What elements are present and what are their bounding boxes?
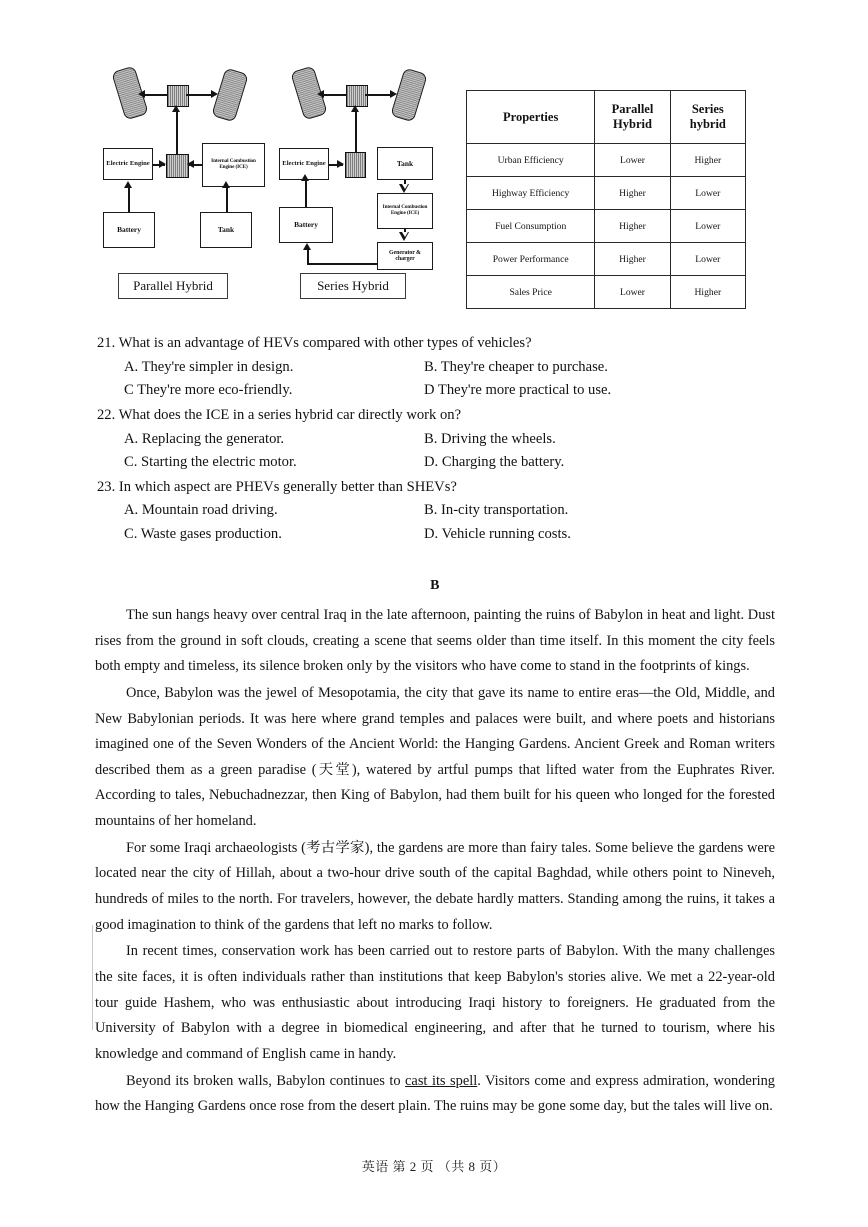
- hybrid-vehicle-figure: [0, 0, 868, 320]
- axle-line-right: [365, 94, 391, 96]
- parallel-hybrid-caption: [118, 273, 228, 299]
- coupler-to-axle-line: [176, 112, 178, 156]
- table-cell-property: Sales Price: [467, 276, 595, 309]
- scan-artifact-line: [92, 925, 93, 1030]
- question-23-options-row-2: [97, 523, 787, 547]
- parallel-tank-label: Tank: [217, 225, 235, 234]
- tank-to-ice-line: [226, 188, 228, 212]
- page-footer: [0, 1156, 868, 1175]
- parallel-electric-engine-box: [103, 148, 153, 180]
- series-tank-box: [377, 147, 433, 180]
- arrow-right-icon: [211, 90, 218, 98]
- series-generator-label: Generator & charger: [389, 249, 421, 262]
- arrow-up-icon: [301, 174, 309, 181]
- axle-line-left: [144, 94, 168, 96]
- axle-junction-box: [167, 85, 189, 107]
- table-cell-parallel: Lower: [595, 276, 670, 309]
- table-cell-series: Higher: [670, 276, 745, 309]
- passage-final-after: . Visitors come and express admiration, wondering how the Hanging Gardens once rose from the desert plain. The ruins may be gone some day, but the tales will live on.: [95, 1072, 775, 1115]
- table-cell-series: Lower: [670, 243, 745, 276]
- passage-final-before: Beyond its broken walls, Babylon continues to: [126, 1072, 406, 1089]
- passage-paragraph-1: The sun hangs heavy over central Iraq in the late afternoon, painting the ruins of Babylon in heat and light. Dust rises from the ground in soft clouds, creating a scene that seems older than time itself. In this moment the city feels both empty and timeless, its silence broken only by the visitors who have come to stand in the footprints of kings.: [95, 607, 775, 675]
- parallel-ice-label: Internal Combustion Engine (ICE): [211, 158, 256, 170]
- parallel-electric-engine-label: Electric Engine: [106, 160, 150, 168]
- table-header-parallel-hybrid: Parallel Hybrid: [595, 91, 670, 144]
- question-23-option-c[interactable]: C. Waste gases production.: [124, 526, 282, 543]
- arrow-up-icon: [303, 243, 311, 250]
- parallel-hybrid-diagram: [100, 60, 275, 310]
- arrow-down-inner-icon: [402, 184, 408, 189]
- table-header-properties: Properties: [467, 91, 595, 144]
- question-22: [97, 404, 787, 475]
- question-21: [97, 332, 787, 403]
- question-23-stem: 23. In which aspect are PHEVs generally better than SHEVs?: [97, 478, 457, 495]
- parallel-tank-box: [200, 212, 252, 248]
- arrow-up-icon: [124, 181, 132, 188]
- question-21-stem: 21. What is an advantage of HEVs compared with other types of vehicles?: [97, 335, 532, 351]
- passage-paragraph-4: In recent times, conservation work has been carried out to restore parts of Babylon. With the many challenges the site faces, it is often individuals rather than institutions that keep Babylon's stories alive. We met a 22-year-old tour guide Hashem, who was enthusiastic about introducing Iraqi history to foreigners. He graduated from the University of Babylon with a degree in biomedical engineering, and after that he turned to tourism, where his knowledge and command of English came in handy.: [95, 943, 775, 1062]
- table-row: [467, 210, 746, 243]
- generator-to-battery-line: [307, 263, 377, 265]
- passage-paragraph-2: Once, Babylon was the jewel of Mesopotamia, the city that gave its name to entire eras—the Old, Middle, and New Babylonian periods. It was here where grand temples and palaces were built, and where poets and historians imagined one of the Seven Wonders of the Ancient World: the Hanging Gardens. Ancient Greek and Roman writers described them as a green paradise (天堂), watered by artful pumps that lifted water from the Euphrates River. According to tales, Nebuchadnezzar, then King of Babylon, had them built for his queen who longed for the forested mountains of her homeland.: [95, 684, 775, 830]
- question-21-option-a[interactable]: A. They're simpler in design.: [124, 358, 294, 375]
- arrow-right-icon: [390, 90, 397, 98]
- series-generator-box: [377, 242, 433, 270]
- underlined-phrase: cast its spell: [405, 1072, 478, 1089]
- series-ice-box: [377, 193, 433, 229]
- question-23-options-row-1: [97, 499, 787, 523]
- table-row: [467, 243, 746, 276]
- hybrid-properties-table: [466, 90, 746, 309]
- parallel-ice-box: [202, 143, 265, 187]
- multiple-choice-questions: [97, 332, 787, 548]
- series-ice-label: Internal Combustion Engine (ICE): [382, 204, 428, 216]
- arrow-up-icon: [172, 105, 180, 112]
- reading-passage-b: [95, 578, 775, 1121]
- table-cell-property: Urban Efficiency: [467, 144, 595, 177]
- question-22-option-c[interactable]: C. Starting the electric motor.: [124, 454, 297, 471]
- question-22-option-b[interactable]: B. Driving the wheels.: [424, 430, 556, 447]
- power-coupler-box: [166, 154, 189, 178]
- table-cell-parallel: Higher: [595, 177, 670, 210]
- question-21-options-row-1: [97, 356, 787, 380]
- series-electric-engine-label: Electric Engine: [282, 160, 326, 168]
- series-tank-label: Tank: [396, 158, 414, 168]
- question-21-option-b[interactable]: B. They're cheaper to purchase.: [424, 358, 608, 375]
- arrow-right-icon: [159, 160, 166, 168]
- passage-paragraph-3: For some Iraqi archaeologists (考古学家), the gardens are more than fairy tales. Some believe the gardens were located near the city of Hillah, about a two-hour drive south of the capital Baghdad, while others point to Nineveh, hundreds of miles to the north. For travelers, however, the debate hardly matters. Standing among the ruins, it takes a good imagination to think of the gardens that left no marks to follow.: [95, 839, 775, 933]
- table-cell-parallel: Higher: [595, 243, 670, 276]
- question-22-option-d[interactable]: D. Charging the battery.: [424, 454, 565, 471]
- battery-to-ee-line: [305, 180, 307, 207]
- arrow-down-inner-icon: [402, 232, 408, 237]
- table-header-row: [467, 91, 746, 144]
- table-cell-parallel: Higher: [595, 210, 670, 243]
- battery-to-ee-line: [128, 188, 130, 212]
- series-battery-label: Battery: [294, 220, 318, 229]
- question-22-options-row-1: [97, 428, 787, 452]
- passage-paragraph-5: [95, 1069, 775, 1120]
- series-hybrid-caption-label: Series Hybrid: [317, 278, 389, 293]
- parallel-battery-box: [103, 212, 155, 248]
- question-21-option-c[interactable]: C They're more eco-friendly.: [124, 382, 293, 399]
- axle-line-right: [186, 94, 212, 96]
- series-hybrid-caption: [300, 273, 406, 299]
- axle-line-left: [323, 94, 347, 96]
- table-cell-parallel: Lower: [595, 144, 670, 177]
- table-cell-property: Fuel Consumption: [467, 210, 595, 243]
- question-23-option-b[interactable]: B. In-city transportation.: [424, 502, 569, 519]
- series-battery-box: [279, 207, 333, 243]
- parallel-battery-label: Battery: [117, 225, 141, 234]
- question-21-option-d[interactable]: D They're more practical to use.: [424, 382, 612, 399]
- table-cell-property: Highway Efficiency: [467, 177, 595, 210]
- question-23: [97, 476, 787, 547]
- arrow-left-icon: [317, 90, 324, 98]
- page-footer-label: 英语 第 2 页 （共 8 页）: [361, 1159, 507, 1174]
- arrow-left-icon: [138, 90, 145, 98]
- arrow-left-icon: [187, 160, 194, 168]
- question-23-option-a[interactable]: A. Mountain road driving.: [124, 502, 278, 519]
- question-22-options-row-2: [97, 451, 787, 475]
- power-coupler-box: [345, 152, 366, 178]
- parallel-hybrid-caption-label: Parallel Hybrid: [133, 278, 213, 293]
- question-22-option-a[interactable]: A. Replacing the generator.: [124, 430, 285, 447]
- arrow-right-icon: [337, 160, 344, 168]
- arrow-up-icon: [351, 105, 359, 112]
- passage-section-letter: B: [430, 578, 440, 593]
- question-23-option-d[interactable]: D. Vehicle running costs.: [424, 526, 571, 543]
- generator-feedback-riser: [307, 250, 309, 264]
- table-cell-series: Lower: [670, 210, 745, 243]
- question-22-stem: 22. What does the ICE in a series hybrid car directly work on?: [97, 406, 462, 423]
- table-row: [467, 177, 746, 210]
- series-hybrid-diagram: [275, 60, 455, 310]
- table-header-series-hybrid: Series hybrid: [670, 91, 745, 144]
- table-row: [467, 276, 746, 309]
- table-cell-series: Higher: [670, 144, 745, 177]
- table-row: [467, 144, 746, 177]
- arrow-up-icon: [222, 181, 230, 188]
- axle-junction-box: [346, 85, 368, 107]
- table-cell-series: Lower: [670, 177, 745, 210]
- table-cell-property: Power Performance: [467, 243, 595, 276]
- coupler-to-axle-line: [355, 112, 357, 154]
- question-21-options-row-2: [97, 379, 787, 403]
